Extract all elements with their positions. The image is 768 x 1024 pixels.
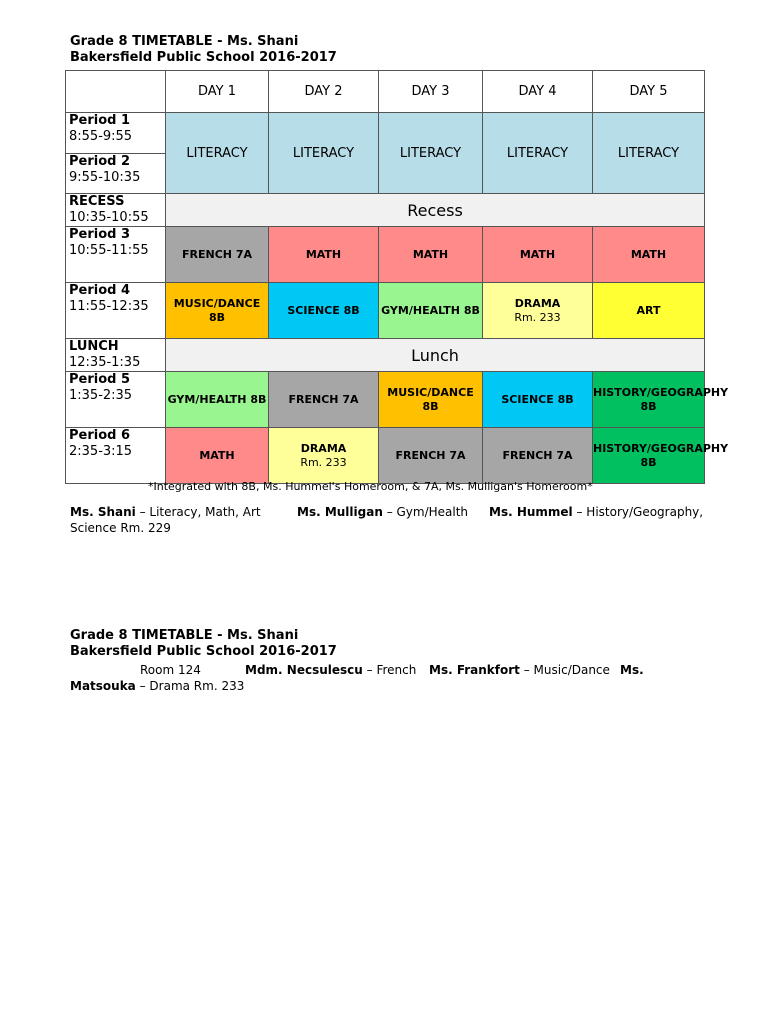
subject-name: MATH (412, 247, 449, 261)
lunch-label: LUNCH 12:35-1:35 (66, 339, 166, 372)
period-3-label: Period 3 10:55-11:55 (66, 227, 166, 283)
subject-cell (379, 372, 483, 428)
literacy-cell: LITERACY (379, 113, 483, 194)
subject-name: MATH (630, 247, 667, 261)
subject-cell (166, 227, 269, 283)
literacy-cell: LITERACY (166, 113, 269, 194)
subject-cell (269, 428, 379, 484)
science-room-line: Science Rm. 229 (70, 521, 171, 535)
subject-name: FRENCH 7A (182, 247, 252, 261)
school-name-repeat: Bakersfield Public School 2016-2017 (70, 644, 337, 659)
subject-cell (269, 227, 379, 283)
staff-matsouka-a: Ms. (620, 663, 644, 677)
room-number: Rm. 233 (514, 310, 561, 324)
subject-cell (379, 283, 483, 339)
subject-cell (379, 227, 483, 283)
lunch-band: Lunch (166, 339, 705, 372)
period-1-label: Period 1 8:55-9:55 (66, 113, 166, 154)
day-header: DAY 4 (483, 71, 593, 113)
room-number: Room 124 (140, 663, 201, 677)
subject-cell (166, 428, 269, 484)
day-header: DAY 2 (269, 71, 379, 113)
subject-cell (593, 283, 705, 339)
recess-label: RECESS 10:35-10:55 (66, 194, 166, 227)
subject-cell (166, 372, 269, 428)
period-6-label: Period 6 2:35-3:15 (66, 428, 166, 484)
subject-name: ART (636, 303, 661, 317)
subject-cell (483, 372, 593, 428)
subject-name: FRENCH 7A (502, 448, 573, 462)
period-2-label: Period 2 9:55-10:35 (66, 154, 166, 194)
recess-band: Recess (166, 194, 705, 227)
period-4-label: Period 4 11:55-12:35 (66, 283, 166, 339)
subject-name: SCIENCE 8B (501, 392, 574, 406)
subject-name: DRAMA (514, 296, 561, 310)
day-header: DAY 1 (166, 71, 269, 113)
subject-cell (269, 372, 379, 428)
subject-cell (593, 428, 729, 484)
subject-cell (166, 283, 269, 339)
day-header: DAY 3 (379, 71, 483, 113)
subject-name: MATH (519, 247, 556, 261)
school-name: Bakersfield Public School 2016-2017 (70, 50, 337, 65)
literacy-cell: LITERACY (593, 113, 705, 194)
subject-name: SCIENCE 8B (287, 303, 360, 317)
day-header-row (66, 71, 705, 113)
literacy-cell: LITERACY (269, 113, 379, 194)
subject-cell (483, 227, 593, 283)
subject-name: GYM/HEALTH 8B (167, 392, 267, 406)
period-5-label: Period 5 1:35-2:35 (66, 372, 166, 428)
subject-cell (483, 428, 593, 484)
day-header: DAY 5 (593, 71, 705, 113)
subject-name: FRENCH 7A (395, 448, 466, 462)
subject-cell (593, 372, 729, 428)
footnote: *Integrated with 8B, Ms. Hummel's Homeroom, & 7A, Ms. Mulligan's Homeroom* (148, 480, 593, 493)
staff-list: Ms. Shani – Literacy, Math, Art (70, 505, 261, 519)
subject-name: HISTORY/GEOGRAPHY 8B (593, 385, 729, 413)
subject-name: HISTORY/GEOGRAPHY 8B (593, 441, 729, 469)
timetable-title-repeat: Grade 8 TIMETABLE - Ms. Shani (70, 628, 299, 643)
staff-hummel: Ms. Hummel – History/Geography, (489, 505, 704, 519)
subject-cell (379, 428, 483, 484)
timetable-title: Grade 8 TIMETABLE - Ms. Shani (70, 34, 299, 49)
subject-name: MATH (305, 247, 342, 261)
staff-matsouka-b: Matsouka – Drama Rm. 233 (70, 679, 245, 693)
subject-name: DRAMA (300, 441, 347, 455)
subject-cell (269, 283, 379, 339)
subject-name: FRENCH 7A (288, 392, 359, 406)
subject-name: MUSIC/DANCE 8B (387, 385, 474, 413)
staff-frankfort: Ms. Frankfort – Music/Dance (429, 663, 610, 677)
staff-mulligan: Ms. Mulligan – Gym/Health (297, 505, 469, 519)
subject-cell (483, 283, 593, 339)
subject-name: MUSIC/DANCE 8B (173, 296, 261, 324)
timetable (65, 70, 729, 484)
subject-name: GYM/HEALTH 8B (381, 303, 480, 317)
room-number: Rm. 233 (300, 455, 347, 469)
subject-name: MATH (199, 448, 235, 462)
staff-necsulescu: Mdm. Necsulescu – French (245, 663, 417, 677)
literacy-cell: LITERACY (483, 113, 593, 194)
subject-cell (593, 227, 705, 283)
corner-cell (66, 71, 166, 113)
